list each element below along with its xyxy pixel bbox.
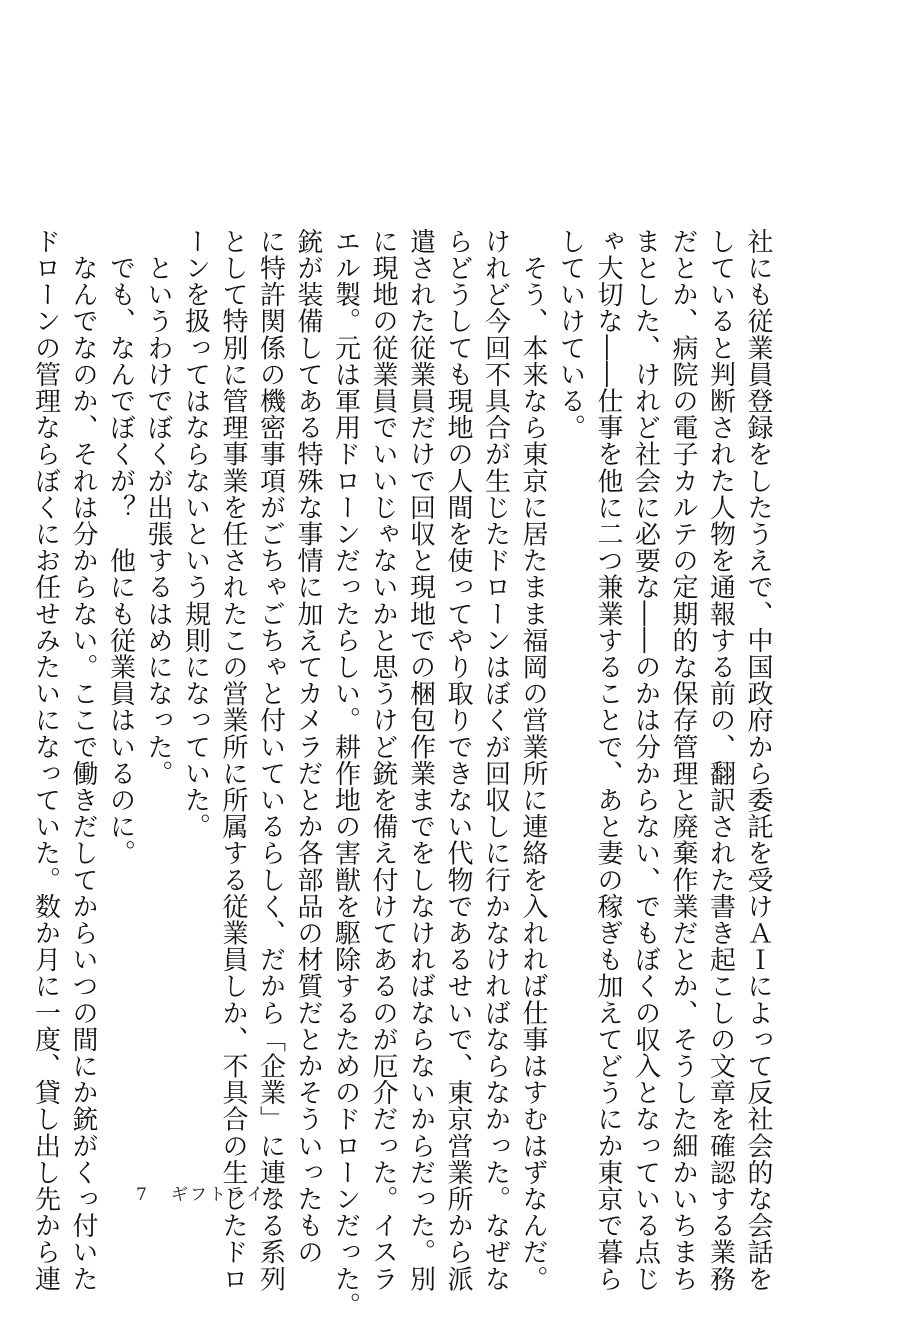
text-line: エル製。元は軍用ドローンだったらしい。耕作地の害獣を駆除するためのドローンだった。 — [330, 228, 361, 1319]
text-line: ドローンの管理ならぼくにお任せみたいになっていた。数か月に一度、貸し出し先から連 — [30, 228, 61, 1292]
text-line: に現地の従業員でいいじゃないかと思うけど銃を備え付けてあるのが厄介だった。イスラ — [368, 228, 398, 1292]
text-line: けれど今回不具合が生じたドローンはぼくが回収しに行かなければならなかった。なぜな — [480, 228, 511, 1292]
text-line: に特許関係の機密事項がごちゃごちゃと付いているらしく、だから「企業」に連なる系列 — [255, 228, 286, 1292]
text-line: なんでなのか、それは分からない。ここで働きだしてからいつの間にか銃がくっ付いた — [68, 228, 98, 1292]
text-line: 社にも従業員登録をしたうえで、中国政府から委託を受けＡＩによって反社会的な会話を — [743, 228, 773, 1292]
text-line: だとか、病院の電子カルテの定期的な保存管理と廃棄作業だとか、そうした細かいちまち — [668, 228, 698, 1292]
text-line: ゃ大切な――仕事を他に二つ兼業することで、あと妻の稼ぎも加えてどうにか東京で暮ら — [593, 228, 623, 1292]
text-line: していると判断された人物を通報する前の、翻訳された書き起こしの文章を確認する業務 — [705, 228, 736, 1292]
text-line: まとした、けれど社会に必要な――のかは分からない、でもぼくの収入となっている点じ — [630, 228, 661, 1292]
text-line: そう、本来なら東京に居たまま福岡の営業所に連絡を入れれば仕事はすむはずなんだ。 — [518, 228, 548, 1292]
text-line: 遣された従業員だけで回収と現地での梱包作業までをしなければならないからだった。別 — [405, 228, 436, 1292]
text-line: ーンを扱ってはならないという規則になっていた。 — [180, 228, 211, 840]
page-number: 7 — [136, 1185, 149, 1205]
text-line: 銃が装備してある特殊な事情に加えてカメラだとか各部品の材質だとかそういったもの — [293, 228, 323, 1266]
text-line: として特別に管理事業を任されたこの営業所に所属する従業員しか、不具合の生じたドロ — [218, 228, 248, 1292]
text-line: らどうしても現地の人間を使ってやり取りできない代物であるせいで、東京営業所から派 — [443, 228, 473, 1292]
text-line: でも、なんでぼくが？ 他にも従業員はいるのに。 — [105, 228, 136, 867]
text-line: していけている。 — [555, 228, 586, 441]
text-line: というわけでぼくが出張するはめになった。 — [143, 228, 173, 787]
page-footer — [136, 1180, 284, 1205]
book-title: ギフトライフ — [170, 1185, 284, 1205]
